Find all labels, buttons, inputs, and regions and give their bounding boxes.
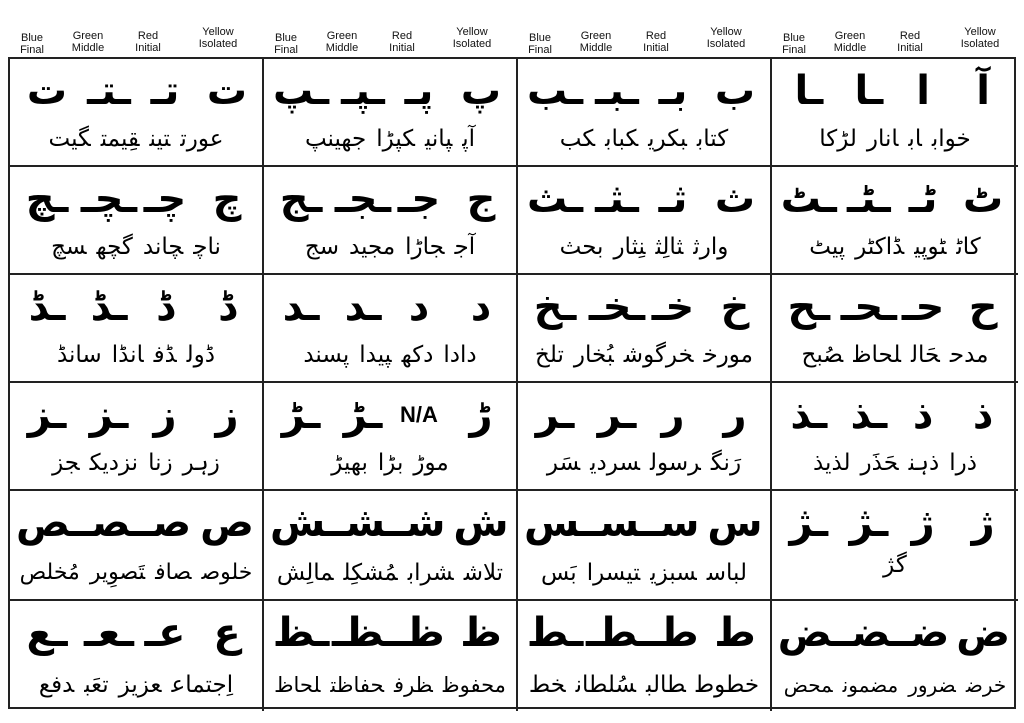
letter-form-isolated: ت [206, 68, 248, 114]
letter-form-final: ـح [787, 284, 831, 330]
letter-form-initial: ضـ [896, 610, 950, 656]
letter-form-initial: طـ [647, 610, 699, 656]
example-word: تین [149, 126, 171, 152]
header-blue-final: Blue Final [20, 32, 44, 56]
example-word: تَصوِیر [89, 560, 146, 585]
letter-form-final: ـض [777, 610, 847, 656]
example-word: تعَب [84, 672, 109, 698]
example-words [776, 545, 1014, 585]
letter-form-initial: بـ [658, 68, 688, 114]
letter-form-initial: حـ [901, 284, 945, 330]
letter-form-final: ـر [535, 392, 575, 438]
letter-cell [10, 601, 264, 711]
example-word: سچ [51, 234, 87, 260]
letter-form-initial: چـ [143, 176, 187, 222]
letter-form-middle: ـتـ [87, 68, 131, 114]
header-yellow-isolated: Yellow Isolated [706, 26, 746, 50]
example-words [522, 335, 766, 375]
letter-form-initial: خـ [651, 284, 695, 330]
example-word: مضمون [842, 673, 899, 697]
example-words [268, 227, 512, 267]
letter-forms [10, 65, 262, 117]
letter-form-final: ـژ [789, 500, 829, 546]
letter-form-final: ـط [526, 610, 584, 656]
letter-forms [10, 281, 262, 333]
example-word: زنا [148, 450, 173, 476]
letter-forms [264, 607, 516, 659]
letter-cell [772, 275, 1018, 383]
letter-form-middle: ـعـ [84, 610, 134, 656]
example-word: جاڑا [405, 234, 445, 260]
letter-form-middle: ـا [854, 68, 884, 114]
example-words [776, 443, 1014, 483]
example-word: طالب [646, 672, 686, 698]
letter-form-middle: ـطـ [586, 610, 653, 656]
letter-form-isolated: س [707, 500, 763, 546]
example-word: ٹوپی [914, 234, 947, 260]
letter-form-isolated: ج [466, 176, 496, 222]
letter-cell [772, 167, 1018, 275]
example-word: تیسرا [586, 560, 641, 586]
example-words [14, 335, 258, 375]
example-words [776, 665, 1014, 705]
example-word: نزدیک [89, 450, 139, 476]
letter-cell [10, 167, 264, 275]
letter-form-initial: پـ [404, 68, 434, 114]
example-word: ثالِث [655, 234, 684, 260]
example-words [522, 553, 766, 593]
letter-cell [264, 383, 518, 491]
letter-form-middle: ـسـ [586, 500, 655, 546]
example-word: بھیڑ [331, 450, 368, 476]
letter-form-initial: عـ [144, 610, 186, 656]
example-word: گیت [48, 126, 91, 152]
letter-forms [264, 281, 516, 333]
example-word: شراب [407, 560, 454, 586]
example-word: کپڑا [376, 126, 415, 152]
letter-form-isolated: پ [460, 68, 502, 114]
example-word: صُبح [801, 342, 844, 368]
letter-cell [10, 383, 264, 491]
letter-form-initial: N/A [400, 402, 438, 427]
letter-forms [772, 281, 1018, 333]
letter-form-isolated: ب [714, 68, 756, 114]
letter-form-initial: ٹـ [908, 176, 938, 222]
letter-forms [264, 65, 516, 117]
letter-form-isolated: آ [976, 68, 990, 114]
example-word: تلخ [535, 342, 564, 368]
letter-forms [518, 389, 770, 441]
example-word: ڈف [153, 342, 177, 368]
letter-form-initial: ذ [912, 392, 934, 438]
letter-form-isolated: ث [714, 176, 756, 222]
letter-grid [8, 57, 1016, 709]
example-word: کتاب [696, 126, 729, 152]
example-word: مجید [348, 234, 396, 260]
letter-forms [10, 497, 262, 549]
example-word: خط [528, 672, 566, 698]
example-words [14, 227, 258, 267]
letter-form-isolated: چ [212, 176, 242, 222]
letter-form-initial: جـ [397, 176, 441, 222]
example-words [14, 553, 258, 593]
example-word: ضرور [908, 673, 956, 697]
letter-form-final: ـچ [25, 176, 69, 222]
letter-form-initial: ظـ [393, 610, 445, 656]
letter-form-middle: ـد [344, 284, 382, 330]
letter-form-final: ـش [270, 500, 341, 546]
example-words [776, 335, 1014, 375]
example-word: پسند [303, 342, 350, 368]
letter-forms [10, 173, 262, 225]
example-word: حَال [911, 342, 940, 368]
letter-form-isolated: ڈ [218, 284, 236, 330]
example-words [14, 665, 258, 705]
letter-form-final: ـج [279, 176, 323, 222]
example-word: لحاظ [274, 673, 321, 697]
letter-form-isolated: ظ [460, 610, 502, 656]
example-word: لذیذ [812, 450, 851, 476]
header-green-middle: Green Middle [325, 30, 359, 54]
letter-form-isolated: ع [213, 610, 241, 656]
example-word: پانی [424, 126, 453, 152]
letter-forms [772, 173, 1018, 225]
example-word: حفاظت [330, 673, 385, 697]
letter-form-isolated: د [470, 284, 492, 330]
example-word: سردی [590, 450, 640, 476]
letter-form-final: ـٹ [780, 176, 837, 222]
letter-form-middle: ـخـ [588, 284, 646, 330]
example-word: اب [908, 126, 922, 152]
letter-form-middle: ـڈ [90, 284, 128, 330]
letter-form-final: ـپ [272, 68, 329, 114]
letter-form-final: ـد [282, 284, 320, 330]
example-word: انڈا [111, 342, 144, 368]
letter-form-isolated: خ [720, 284, 750, 330]
letter-form-initial: سـ [646, 500, 700, 546]
example-word: مُخلص [19, 560, 80, 585]
letter-form-isolated: ص [200, 500, 254, 546]
example-words [522, 665, 766, 705]
letter-cell [10, 275, 264, 383]
letter-cell [264, 59, 518, 167]
letter-form-middle: ـپـ [341, 68, 385, 114]
example-words [268, 443, 512, 483]
example-word: سَر [546, 450, 581, 476]
example-word: رَنگ [710, 450, 742, 476]
letter-form-final: ـظ [272, 610, 330, 656]
letter-form-final: ـص [16, 500, 85, 546]
letter-form-final: ـس [524, 500, 595, 546]
letter-form-isolated: ح [968, 284, 998, 330]
letter-form-middle: ـجـ [334, 176, 392, 222]
example-word: مالِش [276, 560, 334, 586]
letter-form-final: ـذ [790, 392, 828, 438]
letter-form-middle: ـضـ [837, 610, 905, 656]
example-word: گژ [883, 552, 907, 578]
example-words [268, 665, 512, 705]
example-words [268, 119, 512, 159]
letter-form-middle: ـر [597, 392, 637, 438]
letter-forms [264, 173, 516, 225]
letter-form-final: ـع [26, 610, 68, 656]
header-red-initial: Red Initial [135, 30, 161, 54]
example-word: مورخ [703, 342, 753, 368]
example-word: گچھ [96, 234, 133, 260]
letter-form-isolated: ر [723, 392, 747, 438]
letter-form-final: ـا [794, 68, 824, 114]
example-words [522, 443, 766, 483]
letter-form-final: ـخ [533, 284, 577, 330]
example-words [522, 119, 766, 159]
example-word: لڑکا [819, 126, 857, 152]
example-word: صاف [155, 560, 192, 585]
header-red-initial: Red Initial [389, 30, 415, 54]
header-yellow-isolated: Yellow Isolated [452, 26, 492, 50]
letter-cell [264, 601, 518, 711]
letter-cell [518, 167, 772, 275]
letter-form-initial: ژ [911, 500, 935, 546]
example-word: سبزی [650, 560, 697, 586]
letter-cell [518, 601, 772, 711]
letter-forms [10, 607, 262, 659]
example-word: بڑا [377, 450, 404, 476]
letter-form-isolated: ڑ [469, 392, 493, 438]
example-word: محض [783, 673, 833, 697]
example-word: مُشکِل [343, 560, 398, 586]
letter-forms [772, 497, 1018, 549]
header-red-initial: Red Initial [643, 30, 669, 54]
example-word: چاند [142, 234, 184, 260]
example-word: سانڈ [56, 342, 102, 368]
example-word: خلوص [201, 560, 253, 585]
example-word: انار [866, 126, 899, 152]
example-word: ذرا [949, 450, 977, 476]
letter-form-initial: د [408, 284, 430, 330]
letter-form-initial: ا [916, 68, 930, 114]
letter-forms [772, 607, 1018, 659]
letter-forms [10, 389, 262, 441]
example-word: دفع [38, 672, 75, 698]
example-word: ڈاکٹر [855, 234, 905, 260]
letter-cell [518, 59, 772, 167]
letter-form-isolated: ژ [971, 500, 995, 546]
example-word: عورت [180, 126, 224, 152]
letter-form-final: ـب [526, 68, 583, 114]
letter-cell [10, 59, 264, 167]
example-word: جز [52, 450, 80, 476]
example-word: خرگوش [623, 342, 694, 368]
letter-form-middle: ـظـ [332, 610, 399, 656]
letter-forms [518, 281, 770, 333]
example-word: نِثار [613, 234, 646, 260]
letter-form-middle: ـڑ [343, 392, 383, 438]
letter-cell [772, 491, 1018, 601]
example-words [268, 335, 512, 375]
column-header-row [0, 0, 1024, 58]
letter-form-isolated: ذ [972, 392, 994, 438]
example-word: جھینپ [304, 126, 367, 152]
header-green-middle: Green Middle [71, 30, 105, 54]
letter-form-isolated: ٹ [963, 176, 1004, 222]
letter-form-middle: ـٹـ [847, 176, 891, 222]
example-word: رسول [650, 450, 701, 476]
example-words [268, 553, 512, 593]
example-word: ناچ [193, 234, 221, 260]
letter-cell [264, 167, 518, 275]
example-word: بَس [540, 560, 577, 586]
letter-cell [264, 275, 518, 383]
letter-form-initial: صـ [138, 500, 192, 546]
example-word: سج [304, 234, 339, 260]
letter-form-final: ت [26, 68, 68, 114]
example-word: اِجتماع [171, 672, 234, 698]
letter-forms [518, 65, 770, 117]
example-word: خطوط [695, 672, 760, 698]
example-word: لحاظ [853, 342, 901, 368]
letter-form-isolated: ض [956, 610, 1011, 656]
letter-cell [518, 383, 772, 491]
letter-form-initial: ر [661, 392, 685, 438]
letter-form-middle: ـذ [850, 392, 888, 438]
letter-form-middle: ـبـ [595, 68, 639, 114]
example-word: محفوظ [442, 673, 506, 697]
letter-form-initial: شـ [392, 500, 446, 546]
example-word: پیٹ [809, 234, 846, 260]
example-word: ظرف [394, 673, 433, 697]
letter-form-middle: ـز [89, 392, 129, 438]
letter-form-middle: ـحـ [840, 284, 897, 330]
example-word: آپ [462, 126, 476, 152]
letter-form-initial: ڈ [156, 284, 174, 330]
letter-cell [10, 491, 264, 601]
letter-form-initial: ثـ [658, 176, 688, 222]
example-word: خرض [965, 673, 1007, 697]
letter-form-final: ـڑ [281, 392, 321, 438]
letter-forms [518, 497, 770, 549]
header-blue-final: Blue Final [782, 32, 806, 56]
example-word: دکھ [401, 342, 434, 368]
example-word: کباب [605, 126, 639, 152]
example-word: زہر [182, 450, 220, 476]
letter-form-initial: تـ [150, 68, 180, 114]
letter-cell [772, 601, 1018, 711]
letter-forms [264, 389, 516, 441]
header-green-middle: Green Middle [833, 30, 867, 54]
example-word: ذہن [908, 450, 940, 476]
letter-cell [772, 59, 1018, 167]
letter-forms [518, 173, 770, 225]
letter-cell [518, 491, 772, 601]
letter-cell [518, 275, 772, 383]
example-word: بکری [648, 126, 687, 152]
letter-form-final: ـڈ [28, 284, 66, 330]
letter-form-isolated: ز [215, 392, 239, 438]
letter-form-isolated: ط [714, 610, 756, 656]
letter-form-isolated: ش [453, 500, 509, 546]
example-words [776, 227, 1014, 267]
example-word: تلاش [463, 560, 504, 586]
letter-form-middle: ـصـ [78, 500, 145, 546]
letter-forms [772, 389, 1018, 441]
letter-forms [518, 607, 770, 659]
example-word: بحث [559, 234, 604, 260]
example-words [14, 443, 258, 483]
example-word: سُلطان [575, 672, 636, 698]
example-word: بُخار [573, 342, 614, 368]
example-word: وارث [693, 234, 729, 260]
letter-form-final: ـز [27, 392, 67, 438]
example-words [776, 119, 1014, 159]
header-red-initial: Red Initial [897, 30, 923, 54]
letter-forms [772, 65, 1018, 117]
letter-forms [264, 497, 516, 549]
example-word: آج [454, 234, 476, 260]
letter-form-middle: ـشـ [332, 500, 401, 546]
example-word: خواب [931, 126, 971, 152]
example-word: لباس [706, 560, 747, 586]
letter-form-initial: ز [153, 392, 177, 438]
example-word: پیدا [359, 342, 392, 368]
example-word: دادا [443, 342, 477, 368]
letter-form-middle: ـثـ [595, 176, 639, 222]
example-word: ڈول [186, 342, 216, 368]
example-word: کب [559, 126, 596, 152]
letter-cell [264, 491, 518, 601]
example-words [14, 119, 258, 159]
header-blue-final: Blue Final [528, 32, 552, 56]
example-word: کاٹ [956, 234, 981, 260]
example-word: حَذَر [860, 450, 899, 476]
letter-form-middle: ـچـ [80, 176, 138, 222]
letter-cell [772, 383, 1018, 491]
header-green-middle: Green Middle [579, 30, 613, 54]
header-blue-final: Blue Final [274, 32, 298, 56]
example-word: مدح [949, 342, 989, 368]
example-words [522, 227, 766, 267]
example-word: موڑ [413, 450, 449, 476]
letter-form-final: ـث [526, 176, 583, 222]
header-yellow-isolated: Yellow Isolated [960, 26, 1000, 50]
letter-form-middle: ـژ [849, 500, 889, 546]
header-yellow-isolated: Yellow Isolated [198, 26, 238, 50]
example-word: قِیمت [100, 126, 140, 152]
example-word: عزیز [118, 672, 162, 698]
